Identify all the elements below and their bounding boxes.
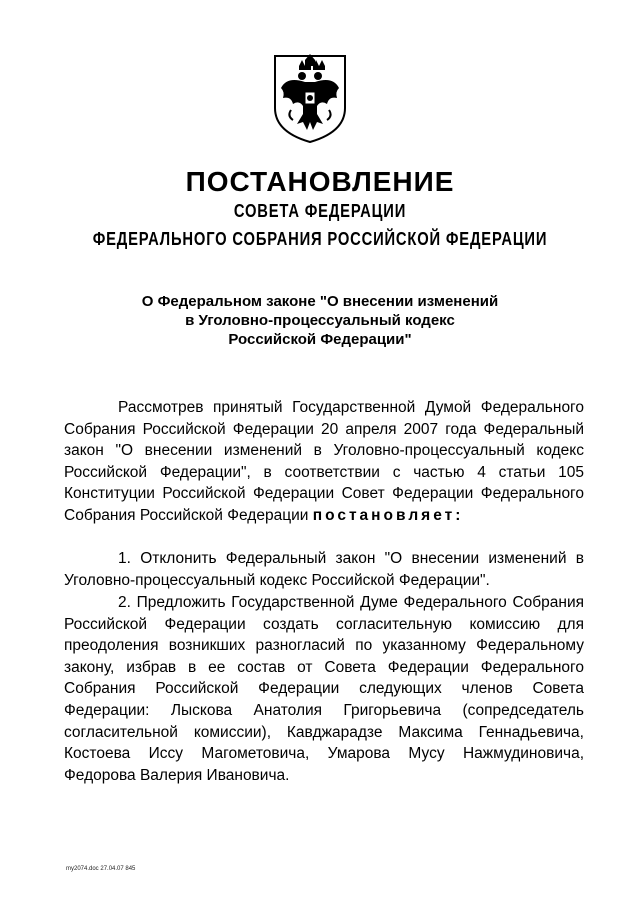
subject-line: в Уголовно-процессуальный кодекс [185, 312, 455, 329]
resolution-item-1: 1. Отклонить Федеральный закон "О внесении изменений в Уголовно-процессуальный кодекс Российской Федерации". [64, 550, 584, 589]
issuer-line-1: СОВЕТА ФЕДЕРАЦИИ [233, 201, 407, 221]
coat-of-arms-icon [269, 52, 351, 144]
resolves-word: постановляет: [312, 506, 464, 524]
file-footer: my2074.doc 27.04.07 845 [66, 866, 136, 872]
issuer-line-2: ФЕДЕРАЛЬНОГО СОБРАНИЯ РОССИЙСКОЙ ФЕДЕРАЦИИ [92, 229, 548, 249]
preamble-text: Рассмотрев принятый Государственной Думой Федерального Собрания Российской Федерации 20 апреля 2007 года Федеральный закон "О внесении изменений в Уголовно-процессуальный кодекс Российской Федерации", в соответствии с частью 4 статьи 105 Конституции Российской Федерации Совет Федерации Федерального Собрания Российской Федерации [64, 399, 584, 524]
subject-line: Российской Федерации" [228, 331, 412, 348]
preamble-paragraph [64, 397, 584, 527]
subject-line: О Федеральном законе "О внесении изменений [141, 293, 499, 310]
resolution-item-2: 2. Предложить Государственной Думе Федерального Собрания Российской Федерации создать согласительную комиссию для преодоления возникших разногласий по указанному Федеральному закону, избрав в ее состав от Совета Федерации Федерального Собрания Российской Федерации следующих членов Совета Федерации: Лыскова Анатолия Григорьевича (сопредседатель согласительной комиссии), Кавджарадзе Максима Геннадьевича, Костоева Иссу Магометовича, Умарова Мусу Нажмудиновича, Федорова Валерия Ивановича. [64, 594, 584, 784]
document-subject [70, 292, 570, 349]
document-title: ПОСТАНОВЛЕНИЕ [185, 166, 455, 197]
